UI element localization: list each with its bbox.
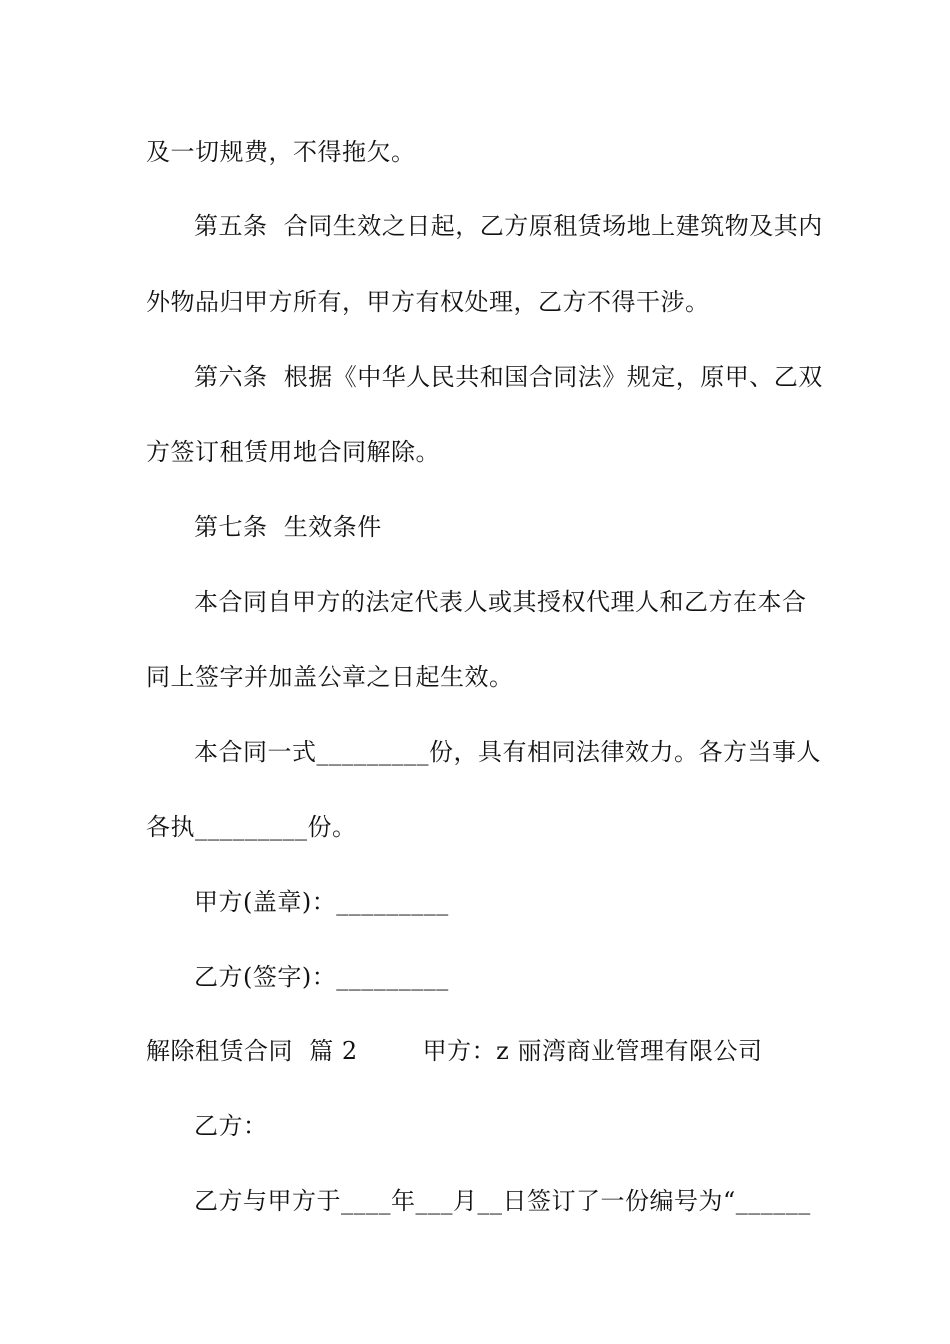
text-line: 本合同自甲方的法定代表人或其授权代理人和乙方在本合 bbox=[194, 588, 807, 616]
text-line: 各执_________份。 bbox=[146, 813, 357, 841]
section-heading-line: 解除租赁合同 篇 2 甲方：z 丽湾商业管理有限公司 bbox=[146, 1037, 763, 1065]
party-b-line: 乙方： bbox=[194, 1112, 268, 1140]
article-6-line: 第六条 根据《中华人民共和国合同法》规定，原甲、乙双 bbox=[194, 363, 823, 391]
text-line: 乙方与甲方于____年___月__日签订了一份编号为“______ bbox=[194, 1187, 811, 1215]
article-7-heading: 第七条 生效条件 bbox=[194, 513, 382, 541]
text-line: 同上签字并加盖公章之日起生效。 bbox=[146, 663, 514, 691]
text-line: 方签订租赁用地合同解除。 bbox=[146, 438, 440, 466]
text-line: 及一切规费，不得拖欠。 bbox=[146, 138, 416, 166]
party-b-signature-line: 乙方(签字)：_________ bbox=[194, 963, 449, 991]
copies-line: 本合同一式_________份，具有相同法律效力。各方当事人 bbox=[194, 738, 821, 766]
text-line: 外物品归甲方所有，甲方有权处理，乙方不得干涉。 bbox=[146, 288, 710, 316]
party-a-seal-line: 甲方(盖章)：_________ bbox=[194, 888, 449, 916]
article-5-line: 第五条 合同生效之日起，乙方原租赁场地上建筑物及其内 bbox=[194, 212, 823, 240]
